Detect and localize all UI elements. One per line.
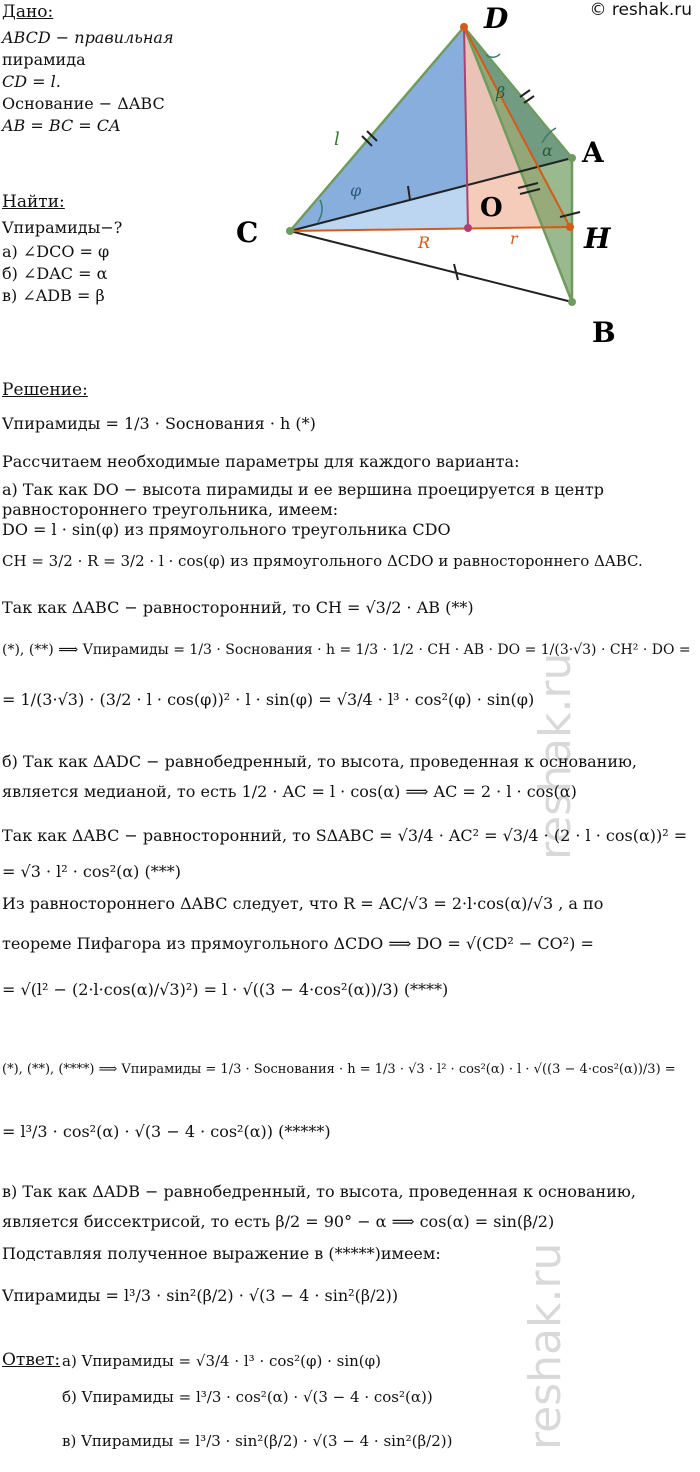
part-b-line-3: Так как ΔABC − равносторонний, то SΔABC = √3/4 · AC² = √3/4 · (2 · l · cos(α))² = [2, 826, 688, 845]
given-line-2: пирамида [2, 50, 86, 69]
label-C: C [236, 216, 259, 249]
label-H: H [584, 222, 611, 255]
answer-b: б) Vпирамиды = l³/3 · cos²(α) · √(3 − 4 · cos²(α)) [62, 1388, 433, 1406]
find-line-1: Vпирамиды−? [2, 218, 123, 237]
part-v-line-1: в) Так как ΔADB − равнобедренный, то высота, проведенная к основанию, [2, 1182, 636, 1201]
label-r: r [510, 229, 518, 248]
given-line-4: Основание − ΔABC [2, 94, 165, 113]
label-D: D [484, 2, 509, 35]
part-v-line-2: является биссектрисой, то есть β/2 = 90° − α ⟹ cos(α) = sin(β/2) [2, 1212, 555, 1231]
answer-a: а) Vпирамиды = √3/4 · l³ · cos²(φ) · sin(φ) [62, 1352, 382, 1370]
part-b-line-6: теореме Пифагора из прямоугольного ΔCDO ⟹ DO = √(CD² − CO²) = [2, 934, 594, 953]
answer-heading: Ответ: [2, 1350, 61, 1370]
part-a-line-1: а) Так как DO − высота пирамиды и ее вершина проецируется в центр [2, 480, 605, 499]
copyright: © reshak.ru [589, 0, 692, 20]
label-B: B [592, 316, 616, 349]
given-line-3: CD = l. [2, 72, 61, 91]
part-b-line-4: = √3 · l² · cos²(α) (***) [2, 862, 181, 881]
given-heading: Дано: [2, 2, 54, 22]
part-a-line-4: CH = 3/2 · R = 3/2 · l · cos(φ) из прямоугольного ΔCDO и равностороннего ΔABC. [2, 552, 643, 570]
part-a-line-3: DO = l · sin(φ) из прямоугольного треугольника CDO [2, 520, 451, 539]
label-R: R [418, 233, 431, 252]
part-b-line-1: б) Так как ΔADC − равнобедренный, то высота, проведенная к основанию, [2, 752, 638, 771]
part-b-line-5: Из равностороннего ΔABC следует, что R = AC/√3 = 2·l·cos(α)/√3 , а по [2, 894, 604, 913]
part-a-line-7: = 1/(3·√3) · (3/2 · l · cos(φ))² · l · sin(φ) = √3/4 · l³ · cos²(φ) · sin(φ) [2, 690, 535, 709]
solution-intro: Рассчитаем необходимые параметры для каждого варианта: [2, 452, 520, 471]
given-line-1: ABCD − правильная [2, 28, 174, 47]
part-b-line-7: = √(l² − (2·l·cos(α)/√3)²) = l · √((3 − 4·cos²(α))/3) (****) [2, 980, 449, 999]
label-O: O [480, 193, 503, 223]
part-b-line-2: является медианой, то есть 1/2 · AC = l · cos(α) ⟹ AC = 2 · l · cos(α) [2, 782, 577, 801]
label-alpha: α [542, 141, 553, 160]
label-beta: β [496, 83, 506, 102]
part-v-line-4: Vпирамиды = l³/3 · sin²(β/2) · √(3 − 4 · sin²(β/2)) [2, 1286, 399, 1305]
label-l: l [334, 129, 340, 150]
watermark-1: reshak.ru [530, 652, 581, 860]
answer-v: в) Vпирамиды = l³/3 · sin²(β/2) · √(3 − 4 · sin²(β/2)) [62, 1432, 453, 1450]
find-line-4: в) ∠ADB = β [2, 286, 105, 305]
given-line-5: AB = BC = CA [2, 116, 121, 135]
part-a-line-6: (*), (**) ⟹ Vпирамиды = 1/3 · Sоснования · h = 1/3 · 1/2 · CH · AB · DO = 1/(3·√3) · CH² · DO = [2, 642, 691, 658]
solution-heading: Решение: [2, 380, 88, 400]
pyramid-figure [230, 0, 660, 350]
part-a-line-5: Так как ΔABC − равносторонний, то CH = √3/2 · AB (**) [2, 598, 474, 617]
part-a-line-2: равностороннего треугольника, имеем: [2, 500, 339, 519]
part-v-line-3: Подставляя полученное выражение в (*****)имеем: [2, 1244, 441, 1263]
watermark-2: reshak.ru [520, 1242, 571, 1450]
find-line-3: б) ∠DAC = α [2, 264, 108, 283]
part-b-line-8: (*), (**), (****) ⟹ Vпирамиды = 1/3 · Sоснования · h = 1/3 · √3 · l² · cos²(α) · l · √((3 − 4·cos²(α))/3) = [2, 1062, 676, 1077]
label-A: A [582, 136, 604, 169]
find-line-2: а) ∠DCO = φ [2, 242, 110, 261]
label-phi: φ [350, 181, 362, 200]
solution-formula: Vпирамиды = 1/3 · Sоснования · h (*) [2, 414, 316, 433]
find-heading: Найти: [2, 192, 65, 212]
part-b-line-9: = l³/3 · cos²(α) · √(3 − 4 · cos²(α)) (*****) [2, 1122, 331, 1141]
